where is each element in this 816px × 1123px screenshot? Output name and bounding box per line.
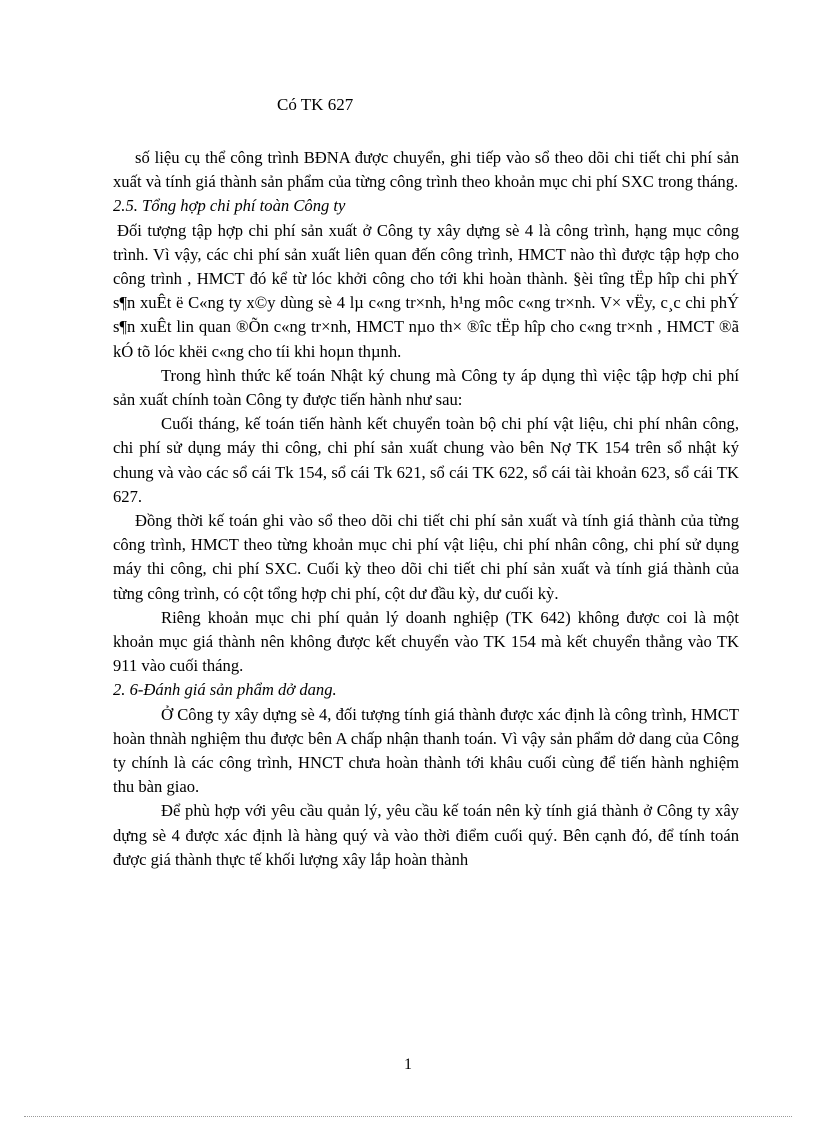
paragraph-continuation: số liệu cụ thể công trình BĐNA được chuyển, ghi tiếp vào sổ theo dõi chi tiết chi phí sản xuất và tính giá thành sản phẩm của từng công trình theo khoản mục chi phí SXC trong tháng. [113, 148, 739, 192]
paragraph-admin-cost: Riêng khoản mục chi phí quản lý doanh nghiệp (TK 642) không được coi là một khoản mục giá thành nên không được kết chuyển vào TK 154 mà kết chuyển thẳng vào TK 911 vào cuối tháng. [113, 607, 739, 676]
document-body [113, 146, 739, 872]
page-number: 1 [404, 1056, 412, 1073]
paragraph-detail-ledger: Đồng thời kế toán ghi vào sổ theo dõi chi tiết chi phí sản xuất và tính giá thành của từng công trình, HMCT theo từng khoản mục chi phí vật liệu, chi phí nhân công, chi phí sử dụng máy thi công, chi phí SXC. Cuối kỳ theo dõi chi tiết chi phí sản xuất và tính giá thành của từng công trình, có cột tổng hợp chi phí, cột dư đầu kỳ, dư cuối kỳ. [113, 511, 739, 603]
section-heading-2-5: 2.5. Tổng hợp chi phí toàn Công ty [113, 196, 346, 216]
paragraph-costing-period: Để phù hợp với yêu cầu quản lý, yêu cầu kế toán nên kỳ tính giá thành ở Công ty xây dựng sè 4 được xác định là hàng quý và vào thời điểm cuối quý. Bên cạnh đó, để tính toán được giá thành thực tế khối lượng xây lắp hoàn thành [113, 801, 739, 869]
paragraph-wip-object: Ở Công ty xây dựng sè 4, đối tượng tính giá thành được xác định là công trình, HMCT hoàn thnàh nghiệm thu được bên A chấp nhận thanh toán. Vì vậy sản phẩm dở dang của Công ty chính là các công trình, HNCT chưa hoàn thành tới khâu cuối cùng để tiến hành nghiệm thu bàn giao. [113, 704, 739, 797]
paragraph-cost-object: Đối tượng tập hợp chi phí sản xuất ở Công ty xây dựng sè 4 là công trình, hạng mục công trình. Vì vậy, các chi phí sản xuất liên quan đến công trình, HMCT nào thì được tập hợp cho công trình , HMCT đó kể từ lóc khởi công cho tới khi hoàn thành. §èi tîng tËp hîp chi phÝ s¶n xuÊt ë C«ng ty x©y dùng sè 4 lµ c«ng tr×nh, h¹ng môc c«ng tr×nh. V× vËy, c¸c chi phÝ s¶n xuÊt lin quan ®Õn c«ng tr×nh, HMCT nµo th× ®îc tËp hîp cho c«ng tr×nh , HMCT ®ã kÓ tõ lóc khëi c«ng cho tíi khi hoµn thµnh. [113, 220, 739, 361]
footer-dotted-divider [24, 1116, 792, 1117]
section-heading-2-6: 2. 6-Đánh giá sản phẩm dở dang. [113, 680, 337, 700]
paragraph-journal-form: Trong hình thức kế toán Nhật ký chung mà Công ty áp dụng thì việc tập hợp chi phí sản xuất chính toàn Công ty được tiến hành như sau: [113, 365, 739, 410]
top-heading: Có TK 627 [277, 95, 354, 114]
paragraph-month-end: Cuối tháng, kế toán tiến hành kết chuyển toàn bộ chi phí vật liệu, chi phí nhân công, chi phí sử dụng máy thi công, chi phí sản xuất chung vào bên Nợ TK 154 trên sổ nhật ký chung và vào các sổ cái Tk 154, sổ cái Tk 621, sổ cái TK 622, sổ cái tài khoản 623, sổ cái TK 627. [113, 414, 739, 506]
